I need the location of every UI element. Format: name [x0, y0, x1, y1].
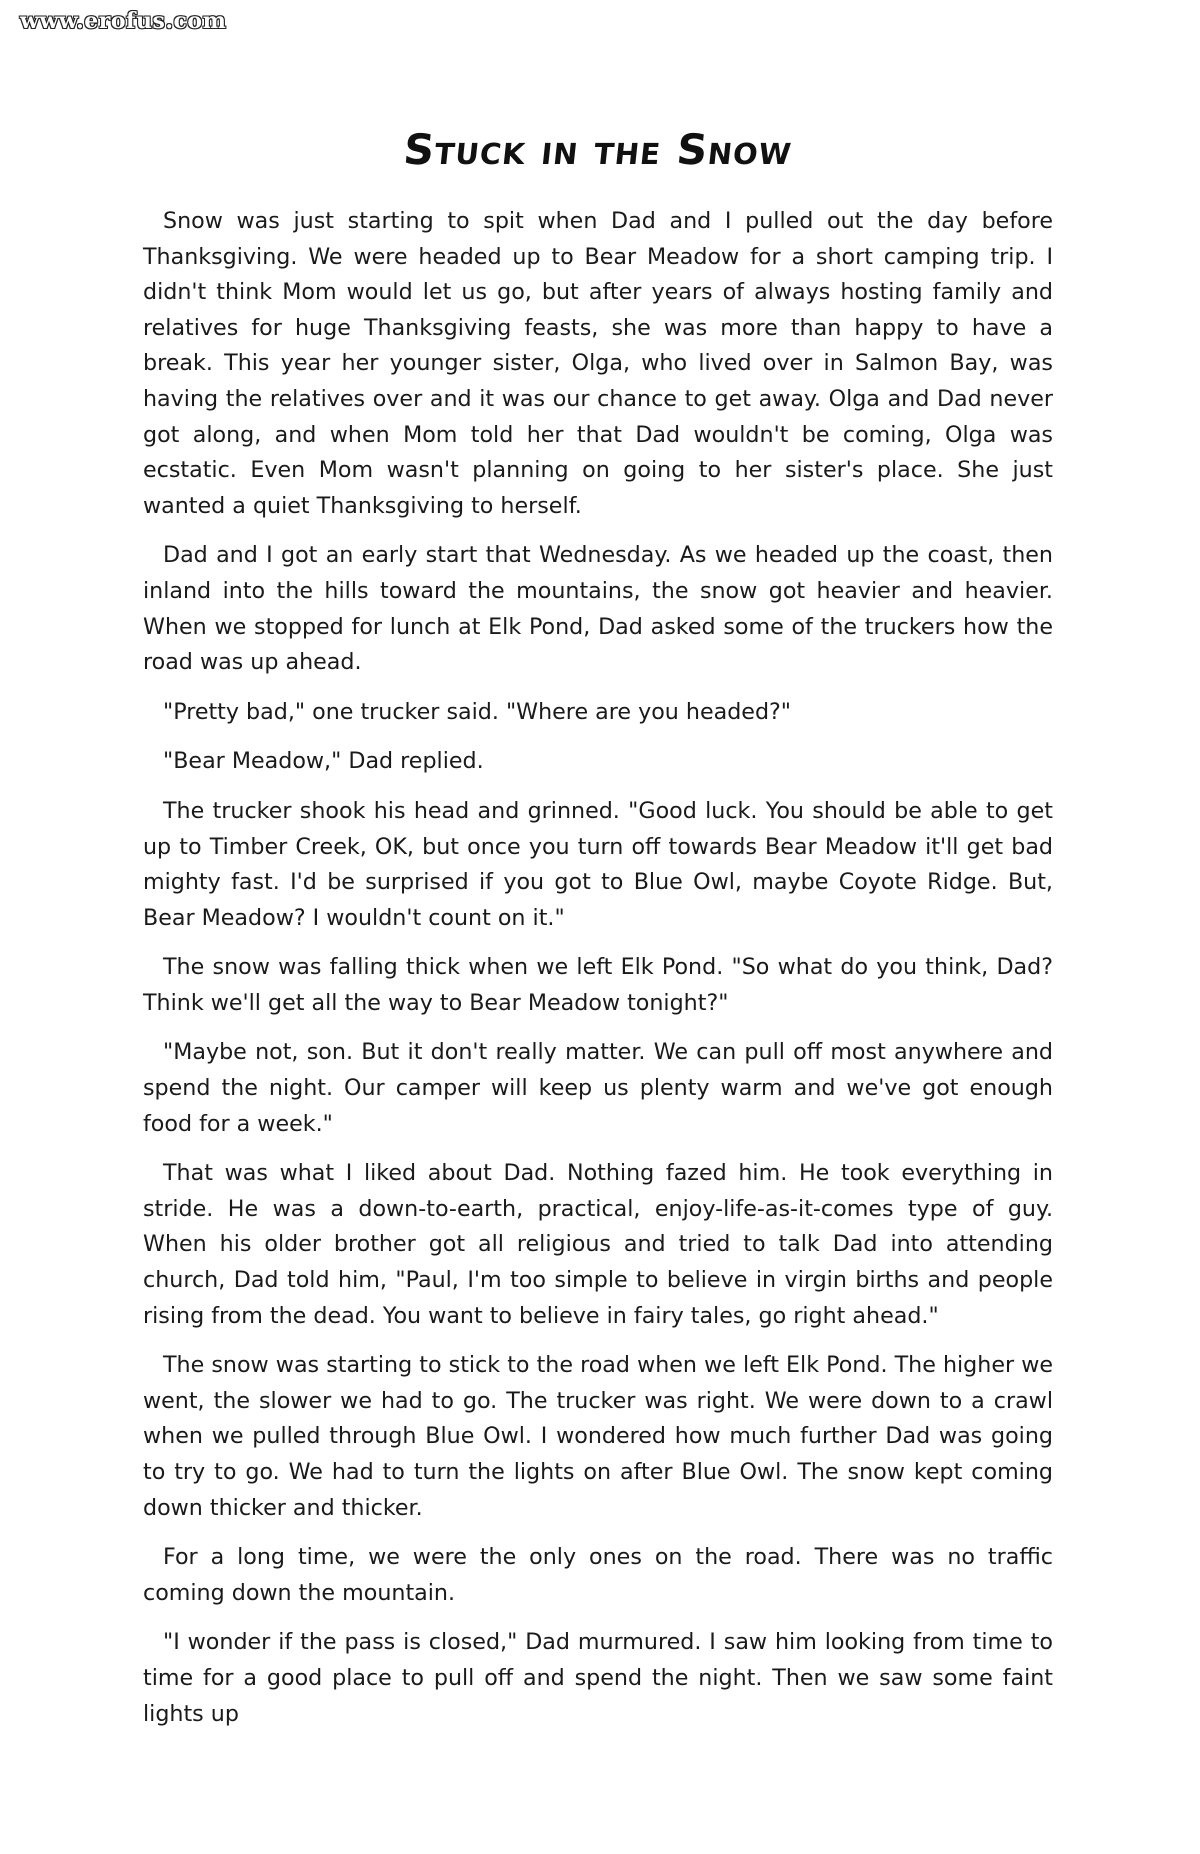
story-paragraph: The snow was falling thick when we left Elk Pond. "So what do you think, Dad? Think we'll get all the way to Bear Meadow tonight?" — [143, 954, 1053, 1016]
story-paragraph: "Pretty bad," one trucker said. "Where are you headed?" — [163, 698, 792, 725]
story-paragraph: "Bear Meadow," Dad replied. — [163, 748, 484, 775]
story-paragraph: The snow was starting to stick to the road when we left Elk Pond. The higher we went, the slower we had to go. The trucker was right. We were down to a crawl when we pulled through Blue Owl. I wondered how much further Dad was going to try to go. We had to turn the lights on after Blue Owl. The snow kept coming down thicker and thicker. — [143, 1352, 1053, 1521]
story-paragraph: "Maybe not, son. But it don't really matter. We can pull off most anywhere and spend the night. Our camper will keep us plenty warm and we've got enough food for a week." — [143, 1039, 1053, 1137]
story-title: Stuck in the Snow — [401, 125, 795, 174]
story-paragraph: For a long time, we were the only ones on the road. There was no traffic coming down the mountain. — [143, 1544, 1053, 1606]
story-page — [143, 125, 1053, 1746]
story-paragraph: Dad and I got an early start that Wednesday. As we headed up the coast, then inland into the hills toward the mountains, the snow got heavier and heavier. When we stopped for lunch at Elk Pond, Dad asked some of the truckers how the road was up ahead. — [143, 542, 1053, 676]
story-paragraph: That was what I liked about Dad. Nothing fazed him. He took everything in stride. He was a down-to-earth, practical, enjoy-life-as-it-comes type of guy. When his older brother got all religious and tried to talk Dad into attending church, Dad told him, "Paul, I'm too simple to believe in virgin births and people rising from the dead. You want to believe in fairy tales, go right ahead." — [143, 1160, 1053, 1329]
story-paragraph: Snow was just starting to spit when Dad and I pulled out the day before Thanksgiving. We were headed up to Bear Meadow for a short camping trip. I didn't think Mom would let us go, but after years of always hosting family and relatives for huge Thanksgiving feasts, she was more than happy to have a break. This year her younger sister, Olga, who lived over in Salmon Bay, was having the relatives over and it was our chance to get away. Olga and Dad never got along, and when Mom told her that Dad wouldn't be coming, Olga was ecstatic. Even Mom wasn't planning on going to her sister's place. She just wanted a quiet Thanksgiving to herself. — [143, 208, 1053, 519]
story-paragraph: "I wonder if the pass is closed," Dad murmured. I saw him looking from time to time for a good place to pull off and spend the night. Then we saw some faint lights up — [143, 1629, 1053, 1727]
story-paragraph: The trucker shook his head and grinned. "Good luck. You should be able to get up to Timber Creek, OK, but once you turn off towards Bear Meadow it'll get bad mighty fast. I'd be surprised if you got to Blue Owl, maybe Coyote Ridge. But, Bear Meadow? I wouldn't count on it." — [143, 797, 1053, 931]
site-watermark: www.erofus.com — [20, 8, 227, 34]
